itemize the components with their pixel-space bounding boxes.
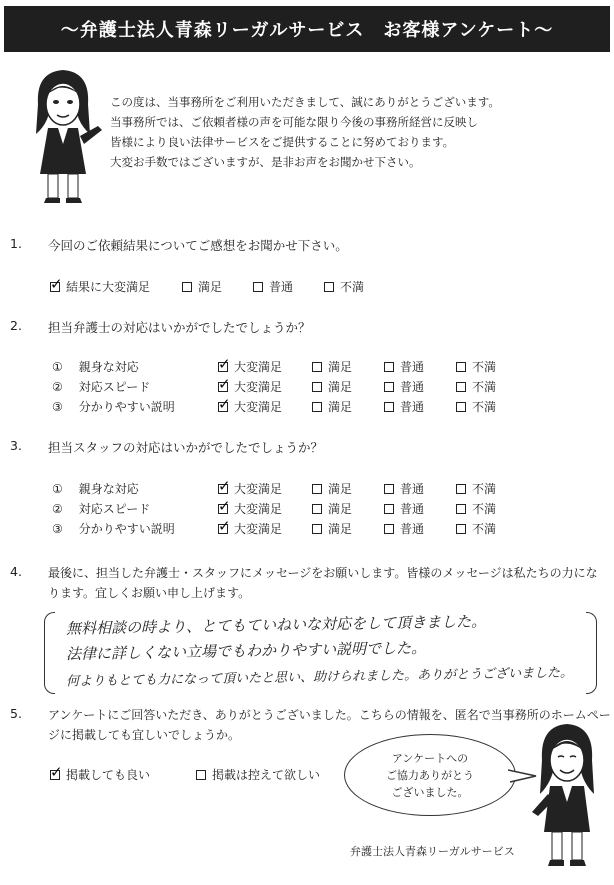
row-label: 親身な対応	[78, 360, 139, 374]
checkbox[interactable]	[384, 402, 394, 412]
q2-number: 2.	[10, 318, 22, 333]
q5-option[interactable]	[196, 766, 320, 783]
answer-bracket-right	[586, 612, 597, 694]
checkbox-checked[interactable]	[218, 402, 228, 412]
row-number: ①	[52, 481, 63, 496]
option-label: 掲載しても良い	[66, 768, 151, 782]
checkbox[interactable]	[384, 382, 394, 392]
q3-option[interactable]	[384, 500, 424, 517]
handwritten-line: 法律に詳しくない立場でもわかりやすい説明でした。	[65, 638, 427, 664]
q3-option[interactable]	[456, 520, 496, 537]
checkbox[interactable]	[312, 362, 322, 372]
q3-option[interactable]	[456, 500, 496, 517]
handwritten-line: 無料相談の時より、とてもていねいな対応をして頂きました。	[65, 612, 487, 638]
q1-option[interactable]	[324, 278, 364, 295]
q3-number: 3.	[10, 438, 22, 453]
q2-row-label	[52, 358, 139, 375]
checkbox[interactable]	[384, 504, 394, 514]
q2-option[interactable]	[456, 378, 496, 395]
checkbox[interactable]	[324, 282, 334, 292]
checkbox[interactable]	[456, 504, 466, 514]
intro-text	[110, 92, 590, 172]
q2-option[interactable]	[312, 378, 352, 395]
q2-option[interactable]	[384, 378, 424, 395]
q3-option[interactable]	[456, 480, 496, 497]
q3-option[interactable]	[312, 500, 352, 517]
q2-option[interactable]	[218, 378, 282, 395]
option-label: 掲載は控えて欲しい	[212, 768, 321, 782]
checkbox-checked[interactable]	[50, 770, 60, 780]
intro-line: この度は、当事務所をご利用いただきまして、誠にありがとうございます。	[110, 95, 500, 109]
row-number: ①	[52, 359, 63, 374]
intro-line: 大変お手数ではございますが、是非お声をお聞かせ下さい。	[110, 155, 421, 169]
option-label: 普通	[400, 360, 425, 374]
option-label: 満足	[328, 502, 353, 516]
option-label: 大変満足	[234, 360, 283, 374]
q4-question-line: 最後に、担当した弁護士・スタッフにメッセージをお願いします。皆様のメッセージは私たちの力にな	[48, 566, 598, 580]
bubble-line: ございました。	[391, 785, 469, 799]
bubble-line: ご協力ありがとう	[386, 768, 474, 782]
checkbox[interactable]	[456, 402, 466, 412]
option-label: 普通	[269, 280, 294, 294]
q2-option[interactable]	[384, 358, 424, 375]
checkbox-checked[interactable]	[218, 382, 228, 392]
q5-question-line: ジに掲載しても宜しいでしょうか。	[48, 728, 241, 742]
q2-row-label	[52, 398, 175, 415]
answer-bracket-left	[44, 612, 55, 694]
row-label: 分かりやすい説明	[78, 522, 175, 536]
q3-option[interactable]	[384, 520, 424, 537]
option-label: 満足	[328, 482, 353, 496]
q5-option[interactable]	[50, 766, 150, 783]
checkbox[interactable]	[312, 382, 322, 392]
checkbox-checked[interactable]	[218, 362, 228, 372]
checkbox[interactable]	[384, 362, 394, 372]
checkbox[interactable]	[182, 282, 192, 292]
row-label: 分かりやすい説明	[78, 400, 175, 414]
checkbox[interactable]	[312, 484, 322, 494]
checkbox[interactable]	[384, 484, 394, 494]
option-label: 不満	[340, 280, 365, 294]
survey-title-banner	[4, 6, 610, 52]
q2-option[interactable]	[312, 398, 352, 415]
checkbox[interactable]	[456, 362, 466, 372]
checkbox[interactable]	[196, 770, 206, 780]
q4-question-line: ります。宜しくお願い申し上げます。	[48, 586, 251, 600]
checkbox[interactable]	[312, 402, 322, 412]
q2-row-label	[52, 378, 150, 395]
checkbox[interactable]	[312, 504, 322, 514]
q1-option[interactable]	[50, 278, 150, 295]
q3-option[interactable]	[312, 520, 352, 537]
option-label: 大変満足	[234, 380, 283, 394]
option-label: 普通	[400, 380, 425, 394]
q2-option[interactable]	[456, 398, 496, 415]
option-label: 満足	[198, 280, 223, 294]
q2-option[interactable]	[312, 358, 352, 375]
q3-option[interactable]	[218, 480, 282, 497]
option-label: 結果に大変満足	[66, 280, 151, 294]
option-label: 不満	[472, 522, 497, 536]
q3-option[interactable]	[218, 500, 282, 517]
staff-illustration-top	[18, 64, 108, 204]
checkbox[interactable]	[253, 282, 263, 292]
intro-line: 当事務所では、ご依頼者様の声を可能な限り今後の事務所経営に反映し	[110, 115, 478, 129]
option-label: 不満	[472, 482, 497, 496]
option-label: 大変満足	[234, 522, 283, 536]
row-label: 対応スピード	[78, 502, 151, 516]
row-label: 対応スピード	[78, 380, 151, 394]
q5-question-line: アンケートにご回答いただき、ありがとうございました。こちらの情報を、匿名で当事務所のホームペー	[48, 708, 611, 722]
row-number: ③	[52, 399, 63, 414]
q2-option[interactable]	[218, 398, 282, 415]
option-label: 普通	[400, 400, 425, 414]
q3-row-label	[52, 500, 150, 517]
q3-option[interactable]	[384, 480, 424, 497]
option-label: 普通	[400, 502, 425, 516]
option-label: 満足	[328, 522, 353, 536]
option-label: 大変満足	[234, 482, 283, 496]
option-label: 不満	[472, 400, 497, 414]
q3-question: 担当スタッフの対応はいかがでしたでしょうか？	[48, 440, 324, 455]
checkbox-checked[interactable]	[218, 524, 228, 534]
q1-question: 今回のご依頼結果についてご感想をお聞かせ下さい。	[48, 238, 348, 253]
survey-title: ～弁護士法人青森リーガルサービス お客様アンケート～	[60, 20, 554, 41]
option-label: 満足	[328, 380, 353, 394]
q1-number: 1.	[10, 236, 22, 251]
q3-option[interactable]	[218, 520, 282, 537]
intro-line: 皆様により良い法律サービスをご提供することに努めております。	[110, 135, 455, 149]
option-label: 不満	[472, 380, 497, 394]
q2-option[interactable]	[218, 358, 282, 375]
q3-row-label	[52, 520, 175, 537]
option-label: 不満	[472, 502, 497, 516]
q1-option[interactable]	[182, 278, 222, 295]
option-label: 不満	[472, 360, 497, 374]
option-label: 満足	[328, 400, 353, 414]
checkbox[interactable]	[456, 484, 466, 494]
q5-number: 5.	[10, 706, 22, 721]
bubble-line: アンケートへの	[391, 751, 469, 765]
staff-illustration-bottom	[524, 720, 610, 870]
option-label: 大変満足	[234, 502, 283, 516]
option-label: 大変満足	[234, 400, 283, 414]
row-label: 親身な対応	[78, 482, 139, 496]
handwritten-line: 何よりもとても力になって頂いたと思い、助けられました。ありがとうございました。	[65, 665, 574, 690]
row-number: ②	[52, 501, 63, 516]
option-label: 満足	[328, 360, 353, 374]
thank-you-bubble	[344, 734, 516, 816]
option-label: 普通	[400, 522, 425, 536]
checkbox[interactable]	[312, 524, 322, 534]
row-number: ②	[52, 379, 63, 394]
q3-row-label	[52, 480, 139, 497]
checkbox[interactable]	[456, 524, 466, 534]
checkbox-checked[interactable]	[218, 484, 228, 494]
q3-option[interactable]	[312, 480, 352, 497]
checkbox[interactable]	[456, 382, 466, 392]
checkbox-checked[interactable]	[50, 282, 60, 292]
option-label: 普通	[400, 482, 425, 496]
row-number: ③	[52, 521, 63, 536]
checkbox-checked[interactable]	[218, 504, 228, 514]
q2-option[interactable]	[456, 358, 496, 375]
q1-option[interactable]	[253, 278, 293, 295]
checkbox[interactable]	[384, 524, 394, 534]
q2-option[interactable]	[384, 398, 424, 415]
q2-question: 担当弁護士の対応はいかがでしたでしょうか？	[48, 320, 311, 335]
footer-firm-name: 弁護士法人青森リーガルサービス	[350, 845, 515, 858]
q4-number: 4.	[10, 564, 22, 579]
